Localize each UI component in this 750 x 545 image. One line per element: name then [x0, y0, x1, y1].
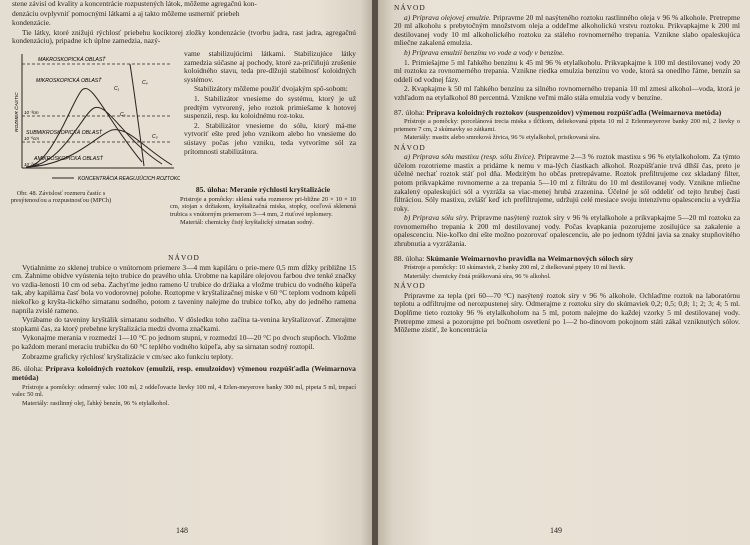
navod-heading-top: NÁVOD	[394, 3, 426, 12]
paragraph-b-head	[394, 49, 740, 58]
task-87-number: 87. úloha:	[394, 107, 425, 117]
task-87-heading	[394, 109, 740, 118]
label-c2: C₂	[120, 112, 126, 118]
paragraph-87a-head: a) Príprava sólu mastixu (resp. sólu živice).	[404, 152, 536, 162]
navod-heading-87: NÁVOD	[394, 142, 426, 152]
left-line-1: stene závisí od kvality a koncentrácie rozpustených látok, môžeme agregačnú kon-	[12, 0, 257, 8]
task-86-number: 86. úloha:	[12, 364, 43, 374]
paragraph-b1: 1. Primiešajme 5 ml ľahkého benzínu k 45 ml 96 % etylalkoholu. Prikvapkajme k 100 ml destilovanej vody 20 ml roztoku za rovnomerného trepania. Vznikne riedka emulzia benzínu vo vode, ktorá sa onedlho ľáme, benzín sa oddelí od vodnej fázy.	[394, 57, 740, 84]
left-intro-paragraph: Tie látky, ktoré znižujú rýchlosť priebehu kociktorej zložky kondenzácie (tvorbu jadra, rast jadra, agregačnú kondenzáciu), pripadne ich úplne zamedzia, nazý-	[12, 27, 356, 46]
paragraph-87b-text: Pripravme nasýtený roztok síry v 96 % etylalkohole a prikvapkajme 5—20 ml roztoku za rovnomerného trepania k 200 ml destilovanej vody. Počas kvapkania pozorujeme zosilujúce sa zakalenie a opalescenciu. Nie-koľko dní ešte možno pozorovať opalescenciu, ale po jednom týždni javia sa znaky stupňovitého zhrubnutia a vyzrážania.	[394, 213, 740, 249]
tick-1: 10⁻³cm	[24, 110, 39, 115]
task-87-title: Príprava koloidných roztokov (suspenzoidov) výmenou rozpúšťadla (Weimarnova metóda)	[426, 107, 722, 117]
label-particle-size: ROZMER ČASTIC	[15, 92, 20, 132]
paragraph-87a-text: Pripravme 2—3 % roztok mastixu s 96 % etylalkoholom. Za týmto účelom rozotrieme mastix a pridáme k nemu v ma-lých čiastkach alkohol. Rozpúšťanie trvá dlhší čas, preto je účelné nechať roztok stáť pol dňa. Medzitým ho občas pretrepávame. Roztok prefiltrujeme cez skladaný filter, potom prikvapkáme rovnomerne a za trepania 5—10 ml z filtrátu do 10 ml destilovanej vody. Vznikne mliečne zakalený opaleskujúci sól a vyzráža sa viac-menej hrubá zrazenina. Účelné je sól oddeliť od tejto hrubej časti filtráciou. Sóly mastixu, zvlášť keď ich prefiltrujeme, udržujú celé mesiace svoju intenzívnu opalescenciu a vydržia roky.	[394, 152, 740, 213]
navod-heading-left: NÁVOD	[168, 253, 200, 262]
task-88-number: 88. úloha:	[394, 253, 425, 263]
task-85-tools: Pristroje a pomôcky: sklená vaňa rozmerov pri-bližne 20 × 10 × 10 cm, stojan s držiakom, kryštalizačná miska, stopky, oceľová sklenená trubica s vnútorným priemerom 3—4 mm, 2 rtuťové teplomery.	[170, 195, 356, 218]
task-87-tools: Prístroje a pomôcky: porcelánová trecia miska s tĺčikom, deliekovaná pipeta 10 ml 2 Erlenmeyerove banky 200 ml, 2 lievky o priemere 7 cm, 2 skúmavky so zátkami.	[394, 118, 740, 133]
task-85-heading: 85. úloha: Meranie rýchlosti kryštalizácie	[195, 185, 331, 194]
left-side-column	[184, 50, 356, 157]
task-85-materials: Materiál: chemicky čistý kryštalický sirnatan sodný.	[180, 219, 314, 227]
side-paragraph-2: Stabilizátory môžeme použiť dvojakým spô-sobom:	[194, 84, 348, 94]
paragraph-b2: 2. Kvapkajme k 50 ml ľahkého benzínu za silného rovnomerného trepania 10 ml zmesi alkohol—voda, ktorá je vzhľadom na etylalkohol 80 percentná. Vznikne veľmi málo stála emulzia vody v benzíne.	[394, 84, 740, 102]
side-paragraph-4: 2. Stabilizátor vnesieme do sólu, ktorý má-me vytvoriť ešte pred jeho vznikom alebo ho vnesieme do sústavy počas jeho vzniku, teda vytvoríme sól za prítomnosti stabilizátora.	[184, 120, 356, 156]
task-88-tools: Prístroje a pomôcky: 10 skúmaviek, 2 banky 200 ml, 2 dielkované pipety 10 ml lievik.	[404, 264, 626, 272]
side-paragraph-3: 1. Stabilizátor vnesieme do systému, ktorý je už predtým vytvorený, jeho roztok primiešame k hotovej suspenzii, resp. ku koloidnému roz-toku.	[184, 93, 356, 121]
label-c1: C₁	[114, 86, 120, 92]
paragraph-b-title: b) Príprava emulzií benzínu vo vode a vody v benzíne.	[404, 47, 565, 57]
paragraph-87b-head: b) Príprava sólu síry.	[404, 213, 469, 223]
task-86-materials: Materiály: rastlinný olej, ľahký benzín, 96 % etylalkohol.	[22, 399, 170, 407]
body-paragraph-2: Vyrábame do taveniny kryštálik sirnatanu sodného. V dôsledku toho začína ta-venina kryštalizovať. Zmerajme stopkami čas, za ktorý prebehne kryštalizácia medzi dvoma značkami.	[12, 315, 356, 333]
paragraph-88: Pripravme za tepla (pri 60—70 °C) nasýtený roztok síry v 96 % alkohole. Ochlaďme roztok na laboratórnu teplotu a odfiltrujme od nerozpustenej síry. Odmerajme z roztoku síry do skúmaviek 0,2; 0,5; 0,8; 1; 2; 3; 4; 5 ml. Doplňme tieto roztoky 96 % etylalkoholom na 5 ml, potom nalejme do každej vzorky 5 ml destilovanej vody. Pretrepme zmesi a pozorujme pri bočnom osvetlení po 1—2 ho-dinovom pokojnom státi zákal vzniknutých sólov. Môžeme zistiť, že koncentrácia	[394, 290, 740, 335]
paragraph-87a	[394, 153, 740, 213]
task-86-tools: Prístroje a pomôcky: odmerný valec 100 ml, 2 oddeľovacie lievky 100 ml, 4 Erlen-meyerove banky 300 ml, pipeta 5 ml, trepací valec 50 ml.	[12, 383, 356, 399]
body-paragraph-1: Vytiahnime zo sklenej trubice o vnútornom priemere 3—4 mm kapiláru o prie-mere 0,5 mm dĺžky približne 15 cm. Zahnime obidve vyústenia tejto trubice do pravého uhla. Urobme na kapiláre olejovou farbou dve tenké značky vo vzdia-lenosti 10 cm od seba. Zachyťme jedno rameno U trubice do držiaka a vložme trubicu do vodného kúpeľa tak, aby kapilárna časť bola vo vodorovnej polohe. Roztopme v kryštalizačnej miske v 60 °C teplom vodnom kúpeli niekoľko g kryšta-lického sirnatanu sodného, potom z taveniny nalejme do trubice toľko, aby do jedného ramena napnila zvislé rameno.	[12, 262, 356, 315]
label-concentration: KONCENTRÁCIA REAGUJÚCICH ROZTOKOV	[78, 176, 180, 182]
body-paragraph-3: Vykonajme merania v rozmedzí 1—10 °C po jednom stupni, v rozmedzí 10—20 °C po dvoch stupňoch. Vložme po každom meraní meraciu trubičku do 60 °C teplého vodného kúpeľa, aby sa sirnatan sodný roztopil.	[12, 333, 356, 351]
navod-heading-88: NÁVOD	[394, 281, 426, 291]
right-page	[378, 0, 750, 545]
side-paragraph-1: vame stabilizujúcimi látkami. Stabilizujúce látky zamedzia súčasne aj pochody, ktoré za-príčiňujú zrušenie koloidného stavu, teda pre-dlžujú stabilnosť koloidných systémov.	[184, 49, 356, 84]
paragraph-87b	[394, 214, 740, 248]
paragraph-a	[394, 14, 740, 48]
label-c3: C₃	[152, 134, 158, 140]
figure-caption: Obr. 48. Závislosť rozmeru častíc s presýtenosťou a rozpustnosťou (MPCh)	[10, 190, 112, 205]
label-macro: MAKROSKOPICKÁ OBLASŤ	[38, 57, 106, 63]
paragraph-a-head: a) Príprava olejovej emulzie.	[404, 12, 491, 22]
task-88-materials: Materiály: chemicky čistá práškovaná síra, 96 % alkohol.	[404, 272, 551, 280]
left-body	[12, 254, 356, 408]
tick-3: 10⁻⁷cm	[24, 162, 39, 167]
page-number-left: 148	[176, 526, 188, 535]
left-page	[0, 0, 372, 545]
label-submicro: SUBMIKROSKOPICKÁ OBLASŤ	[26, 130, 103, 136]
task-86-title: Príprava koloidných roztokov (emulzií, resp. emulzoidov) výmenou rozpúšťadla (Weimarnova metóda)	[12, 364, 356, 382]
label-micro: MIKROSKOPICKÁ OBLASŤ	[36, 78, 102, 84]
task-88-title: Skúmanie Weimarnovho pravidla na Weimarnových sóloch síry	[426, 253, 634, 263]
label-c4: C₄	[142, 80, 148, 86]
body-paragraph-4: Zobrazme graficky rýchlosť kryštalizácie v cm/sec ako funkciu teploty.	[22, 351, 233, 361]
right-column	[394, 4, 740, 336]
left-top-text	[12, 0, 356, 47]
left-line-2: denzáciu ovplyvniť pomocnými látkami a aj takto môžeme usmerniť priebeh	[12, 8, 240, 18]
tick-2: 10⁻⁵cm	[24, 136, 39, 141]
task-86-heading	[12, 365, 356, 383]
page-number-right: 149	[550, 526, 562, 535]
paragraph-a-text: Pripravme 20 ml nasýteného roztoku rastlinného oleja v 96 % alkohole. Pretrepme 20 ml alkoholu s prebytočným množstvom oleja a oddeľme alkoholickú vrstvu roztoku. Prikvapkajme k 200 ml destilovanej vody 10 ml alkoholického roztoku za stáleho rovnomerného trepania. Vznikne slabo opaleskujúca mliečne zakalená emulzia.	[394, 12, 740, 48]
label-amicro: AMIKROSKOPICKÁ OBLASŤ	[34, 156, 103, 162]
task-88-heading	[394, 255, 740, 264]
left-line-3: kondenzácie.	[12, 18, 51, 28]
task-85-block	[170, 186, 356, 227]
task-87-materials: Materiály: mastix alebo smreková živica, 96 % etylalkohol, prisikovaná síra.	[404, 134, 601, 142]
